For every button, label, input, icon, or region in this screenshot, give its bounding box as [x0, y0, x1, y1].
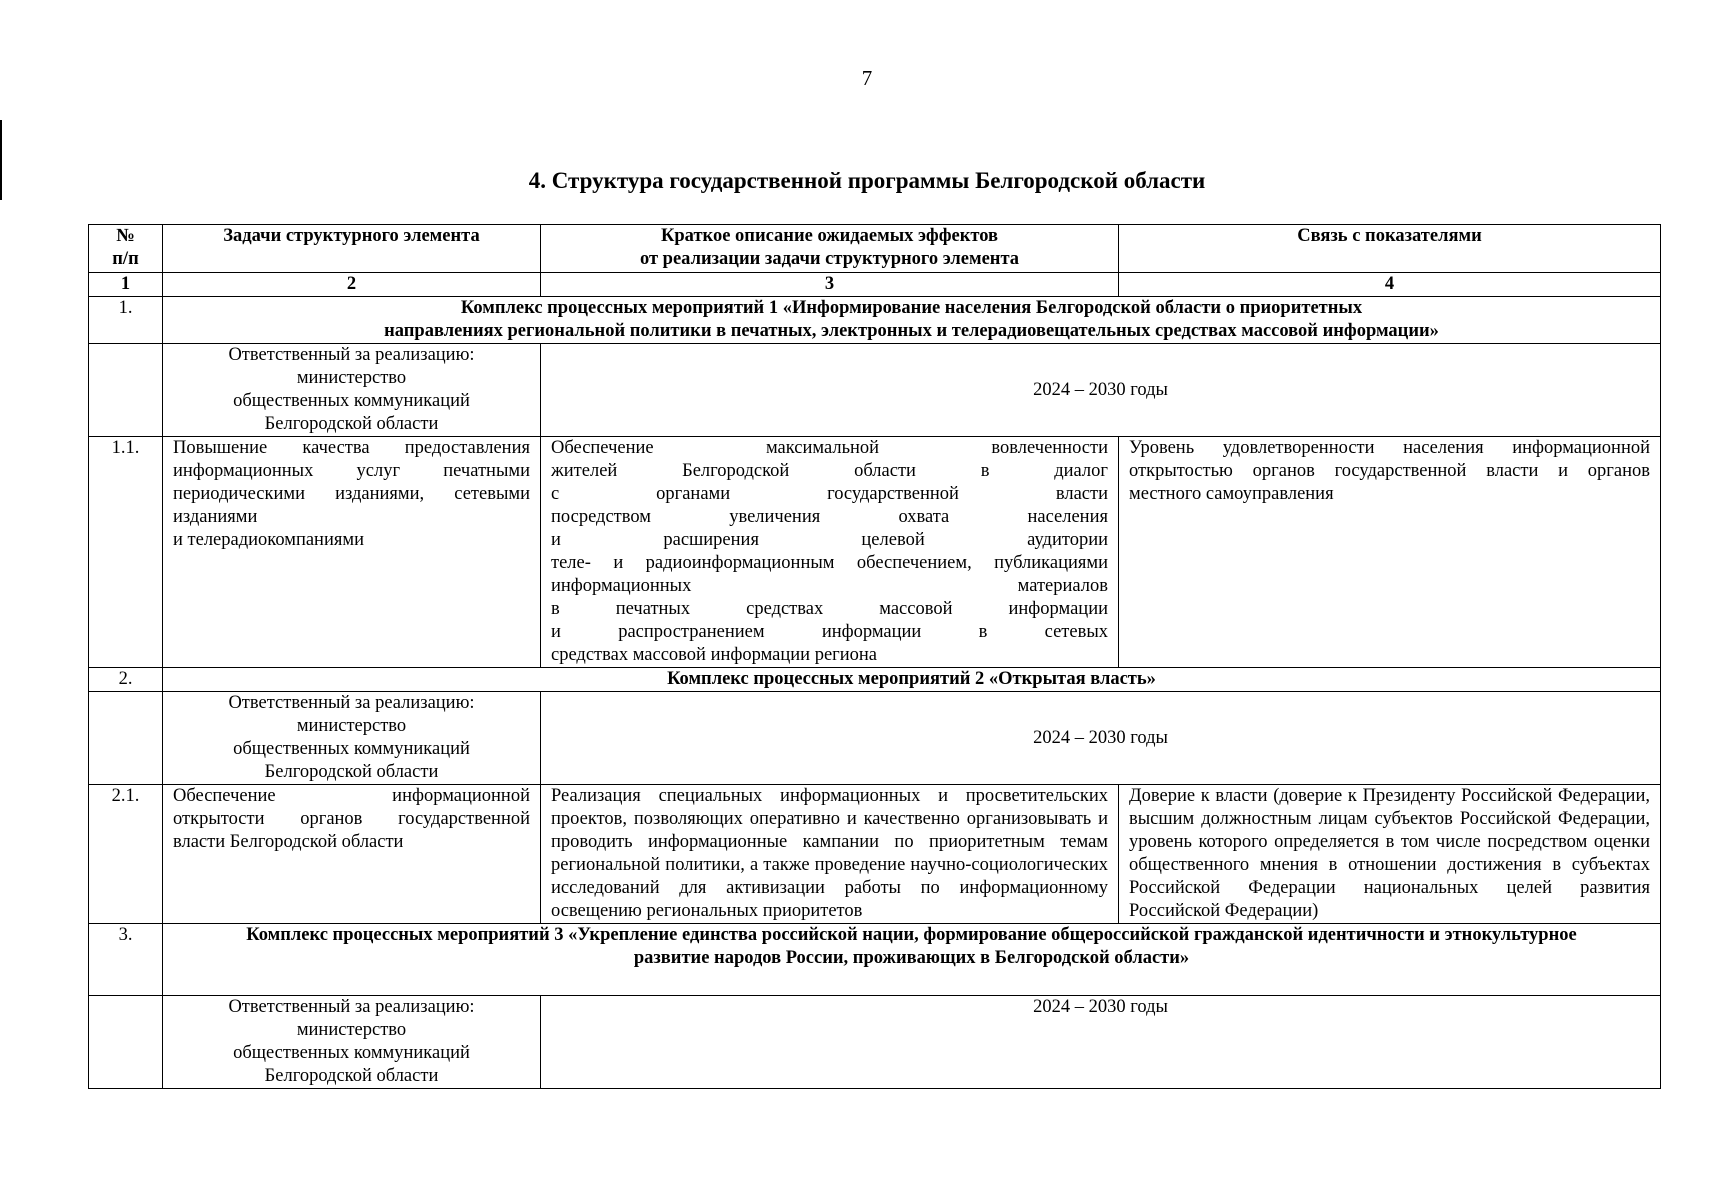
effect-cell: Реализация специальных информационных и просветительских проектов, позволяющих оперативно и качественно организовывать и проводить информационные кампании по приоритетным темам региональной политики, а также проведение научно-социологических исследований для активизации работы по информационному освещению региональных приоритетов [541, 785, 1119, 924]
period-cell: 2024 – 2030 годы [541, 996, 1661, 1089]
table-header-row [89, 225, 1661, 273]
responsible-row [89, 996, 1661, 1089]
column-numbers-row [89, 273, 1661, 297]
page-number: 7 [861, 66, 873, 90]
indicator-cell: Доверие к власти (доверие к Президенту Российской Федерации, высшим должностным лицам субъектов Российской Федерации, уровень которого определяется в том числе посредством оценки общественного мнения в отношении достижения в субъектах Российской Федерации национальных целей развития Российской Федерации) [1119, 785, 1661, 924]
column-number: 2 [163, 273, 541, 297]
task-cell: Обеспечение информационной открытости органов государственной власти Белгородской области [163, 785, 541, 924]
task-row [89, 785, 1661, 924]
responsible-cell: Ответственный за реализацию: министерство общественных коммуникаций Белгородской области [163, 996, 541, 1089]
page-title: 4. Структура государственной программы Белгородской области [528, 168, 1206, 193]
header-effects: Краткое описание ожидаемых эффектов от реализации задачи структурного элемента [541, 225, 1119, 273]
task-number: 2.1. [89, 785, 163, 924]
section-number: 1. [89, 297, 163, 344]
section-number: 2. [89, 668, 163, 692]
indicator-cell: Уровень удовлетворенности населения информационной открытостью органов государственной власти и органов местного самоуправления [1119, 437, 1661, 668]
task-number: 1.1. [89, 437, 163, 668]
section-number: 3. [89, 924, 163, 996]
section-row [89, 668, 1661, 692]
task-cell: Повышение качества предоставления информационных услуг печатными периодическими изданиями, сетевыми изданиями и телерадиокомпаниями [163, 437, 541, 668]
program-structure-table [88, 224, 1661, 1089]
responsible-cell: Ответственный за реализацию: министерство общественных коммуникаций Белгородской области [163, 344, 541, 437]
header-indicators: Связь с показателями [1119, 225, 1661, 273]
period-cell: 2024 – 2030 годы [541, 692, 1661, 785]
responsible-cell: Ответственный за реализацию: министерство общественных коммуникаций Белгородской области [163, 692, 541, 785]
column-number: 1 [89, 273, 163, 297]
section-row [89, 297, 1661, 344]
header-number: № п/п [89, 225, 163, 273]
header-tasks: Задачи структурного элемента [163, 225, 541, 273]
responsible-row [89, 344, 1661, 437]
section-title: Комплекс процессных мероприятий 2 «Открытая власть» [163, 668, 1661, 692]
responsible-row [89, 692, 1661, 785]
section-title: Комплекс процессных мероприятий 3 «Укрепление единства российской нации, формирование общероссийской гражданской идентичности и этнокультурное развитие народов России, проживающих в Белгородской области» [163, 924, 1661, 996]
column-number: 3 [541, 273, 1119, 297]
effect-cell: Обеспечение максимальной вовлеченности жителей Белгородской области в диалог с органами государственной власти посредством увеличения охвата населения и расширения целевой аудитории теле- и радиоинформационным обеспечением, публикациями информационных материалов в печатных средствах массовой информации и распространением информации в сетевых средствах массовой информации региона [541, 437, 1119, 668]
period-cell: 2024 – 2030 годы [541, 344, 1661, 437]
section-row [89, 924, 1661, 996]
column-number: 4 [1119, 273, 1661, 297]
task-row [89, 437, 1661, 668]
section-title: Комплекс процессных мероприятий 1 «Информирование населения Белгородской области о приоритетных направлениях региональной политики в печатных, электронных и телерадиовещательных средствах массовой информации» [163, 297, 1661, 344]
